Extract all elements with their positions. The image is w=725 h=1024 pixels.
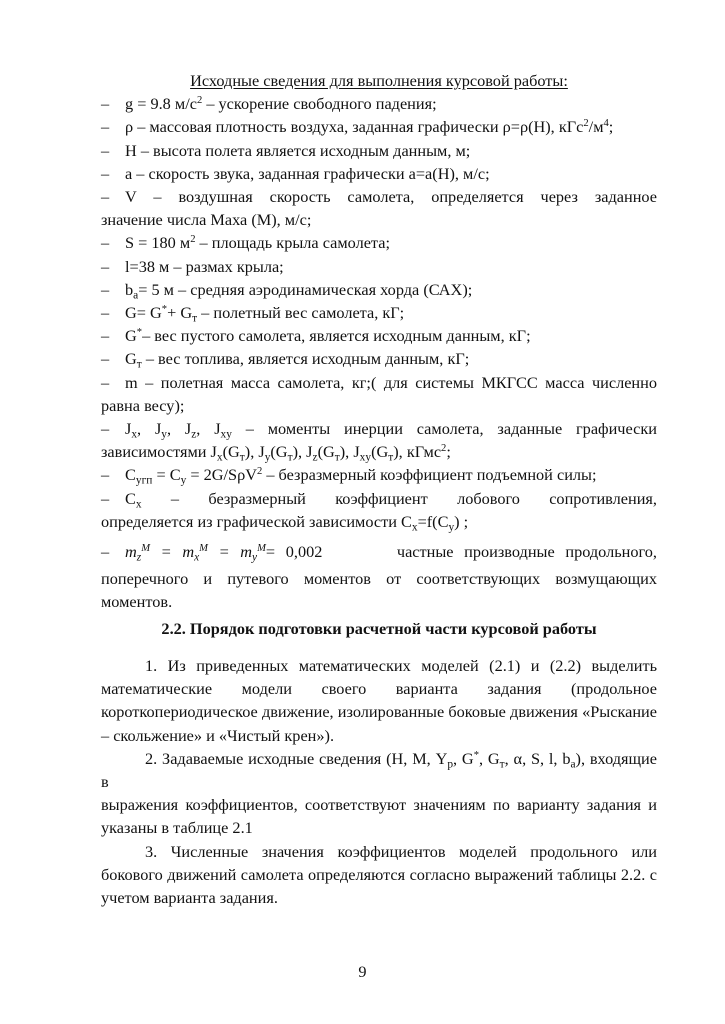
step3-line2: бокового движений самолета определяются согласно выражений таблицы 2.2. с: [101, 864, 657, 884]
item-s: – S = 180 $м^2$ – площадь крыла самолета;: [101, 233, 390, 253]
intro-heading: Исходные сведения для выполнения курсовой работы:: [190, 71, 568, 90]
item-m-line1: – m – полетная масса самолета, кг;( для системы МКГСС масса численно: [101, 372, 657, 392]
item-m-derivatives-line2: поперечного и путевого моментов от соответствующих возмущающих: [101, 569, 657, 589]
item-h: – Н – высота полета является исходным данным, м;: [101, 140, 471, 160]
step1-line4: – скольжение» и «Чистый крен»).: [101, 725, 335, 745]
item-j-line2: зависимостями $J_x(G_т)$, $J_y(G_т)$, $J_z(G_т)$, $J_{xy}(G_т)$, кГмс$^2$;: [101, 442, 451, 464]
item-g: – g = 9.8 $м/с^2$ – ускорение свободного падения;: [101, 94, 437, 114]
item-b: – $b_a= 5$ м – средняя аэродинамическая хорда (САХ);: [101, 279, 473, 302]
item-m-derivatives-line1: – $m_z^M = m_x^M = m_y^M= 0,002$ частные производные продольного,: [101, 542, 657, 564]
item-rho: – ρ – массовая плотность воздуха, заданная графически ρ=ρ(Н), $кГс^2/м^4$;: [101, 117, 614, 137]
item-cx-line2: определяется из графической зависимости $С_х=f(С_у)$ ;: [101, 511, 469, 534]
section-title: 2.2. Порядок подготовки расчетной части курсовой работы: [161, 619, 597, 638]
step2-line3: указаны в таблице 2.1: [101, 818, 253, 838]
step1-line1: 1. Из приведенных математических моделей (2.1) и (2.2) выделить: [145, 656, 657, 675]
step1-line2: математические модели своего варианта задания (продольное: [101, 679, 657, 699]
item-a: – а – скорость звука, заданная графически а=а(Н), м/с;: [101, 163, 490, 183]
item-cy: – $C_{угп} = C_у = 2G/S\rho V^2$ – безразмерный коэффициент подъемной силы;: [101, 465, 597, 487]
page-number: 9: [358, 962, 367, 981]
item-j-line1: – $J_x$, $J_y$, $J_z$, $J_{xy}$ – моменты инерции самолета, заданные графически: [101, 419, 657, 441]
item-l: – l=38 м – размах крыла;: [101, 256, 284, 276]
step3-line3: учетом варианта задания.: [101, 888, 278, 908]
item-m-derivatives-line3: моментов.: [101, 592, 173, 612]
item-cx-line1: – $С_х$ – безразмерный коэффициент лобового сопротивления,: [101, 488, 657, 511]
item-g-empty: – G*– вес пустого самолета, является исходным данным, кГ;: [101, 326, 531, 346]
step1-line3: короткопериодическое движение, изолированные боковые движения «Рыскание: [101, 702, 657, 722]
step3-line1: 3. Численные значения коэффициентов моделей продольного или: [145, 841, 657, 861]
moment-formula: $m_z^M = m_x^M = m_y^M= 0,002$: [125, 542, 323, 564]
step2-line1: 2. Задаваемые исходные сведения (Н, М, $Y_p$, G*, $G_т$, α, S, l, $b_a$), входящие в: [101, 748, 657, 792]
item-v-line1: – V – воздушная скорость самолета, определяется через заданное: [101, 187, 657, 207]
item-g-fuel: – $G_т$ – вес топлива, является исходным данным, кГ;: [101, 349, 470, 371]
item-v-line2: значение числа Маха (М), м/с;: [101, 210, 312, 230]
item-m-line2: равна весу);: [101, 395, 185, 415]
item-g-total: – $G= G^*+ G_т$ – полетный вес самолета, кГ;: [101, 303, 405, 325]
steps-list: [101, 654, 657, 909]
source-data-list: [101, 69, 657, 613]
step2-line2: выражения коэффициентов, соответствуют значениям по варианту задания и: [101, 795, 657, 815]
